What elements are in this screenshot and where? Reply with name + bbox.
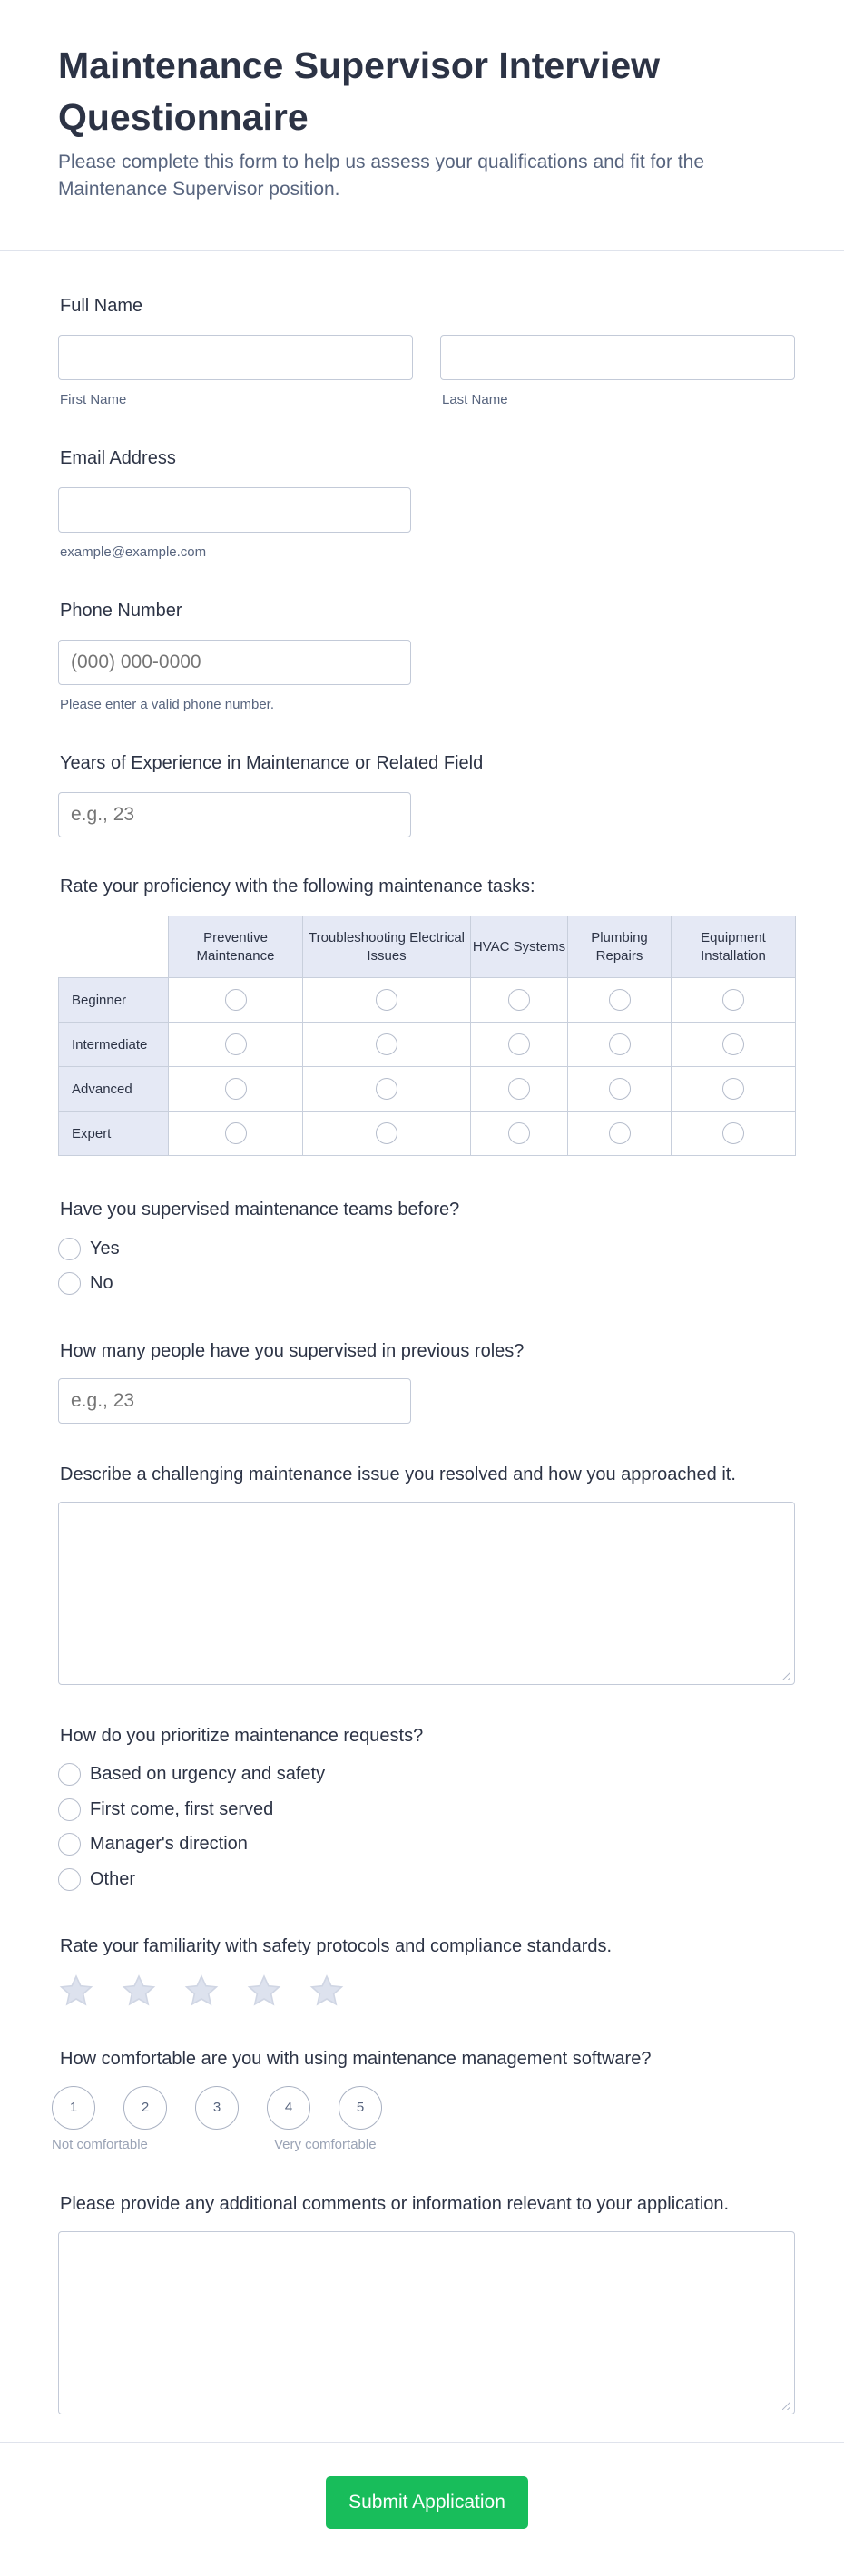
matrix-radio[interactable] [722,1078,744,1100]
experience-label: Years of Experience in Maintenance or Related Field [60,753,484,773]
matrix-radio[interactable] [376,989,397,1011]
comments-textarea[interactable] [58,2231,795,2414]
footer-divider [0,2442,844,2443]
matrix-col-header: Troubleshooting Electrical Issues [303,916,471,978]
star-icon[interactable] [57,1973,95,2009]
star-icon[interactable] [308,1973,346,2009]
prioritize-option-manager[interactable] [58,1833,248,1856]
form-subtitle: Please complete this form to help us assess your qualifications and fit for the Maintenance Supervisor position. [58,152,705,200]
matrix-col-header: Plumbing Repairs [568,916,672,978]
software-label: How comfortable are you with using maintenance management software? [60,2049,652,2069]
option-label: Manager's direction [90,1834,248,1854]
matrix-radio[interactable] [225,989,247,1011]
option-label: No [90,1273,113,1293]
radio-button[interactable] [58,1272,81,1295]
matrix-radio[interactable] [722,1122,744,1144]
phone-input[interactable] [58,640,411,685]
matrix-row [59,1112,796,1156]
matrix-radio[interactable] [376,1033,397,1055]
matrix-corner [59,916,169,978]
radio-button[interactable] [58,1833,81,1856]
matrix-row [59,1023,796,1067]
proficiency-matrix [58,916,796,1156]
matrix-col-header: Equipment Installation [672,916,796,978]
matrix-row-header: Beginner [59,978,169,1023]
header-divider [0,250,844,251]
prioritize-option-urgency[interactable] [58,1763,325,1786]
first-name-input[interactable] [58,335,413,380]
radio-button[interactable] [58,1868,81,1891]
resize-handle-icon[interactable] [782,2402,790,2410]
star-icon[interactable] [182,1973,221,2009]
submit-button[interactable]: Submit Application [326,2476,528,2529]
matrix-row-header: Intermediate [59,1023,169,1067]
safety-label: Rate your familiarity with safety protocols and compliance standards. [60,1936,613,1956]
matrix-row [59,1067,796,1112]
star-icon[interactable] [245,1973,283,2009]
prioritize-label: How do you prioritize maintenance requests? [60,1726,424,1746]
proficiency-label: Rate your proficiency with the following maintenance tasks: [60,877,535,896]
option-label: First come, first served [90,1799,274,1819]
option-label: Yes [90,1239,120,1259]
phone-label: Phone Number [60,601,182,621]
matrix-radio[interactable] [609,1033,631,1055]
prioritize-option-first-come[interactable] [58,1798,273,1821]
matrix-col-header: Preventive Maintenance [169,916,303,978]
prioritize-option-other[interactable] [58,1868,135,1891]
matrix-radio[interactable] [508,1122,530,1144]
matrix-radio[interactable] [376,1078,397,1100]
matrix-radio[interactable] [609,1122,631,1144]
matrix-radio[interactable] [225,1122,247,1144]
star-icon[interactable] [120,1973,158,2009]
matrix-row [59,978,796,1023]
comments-label: Please provide any additional comments or information relevant to your application. [60,2194,730,2214]
scale-option-4[interactable]: 4 [267,2086,310,2130]
team-size-input[interactable] [58,1378,411,1424]
option-label: Other [90,1869,136,1889]
matrix-radio[interactable] [225,1033,247,1055]
challenge-textarea[interactable] [58,1502,795,1685]
first-name-sublabel: First Name [60,392,127,407]
radio-button[interactable] [58,1798,81,1821]
scale-high-label: Very comfortable [274,2137,377,2152]
matrix-radio[interactable] [609,1078,631,1100]
matrix-col-header: HVAC Systems [471,916,568,978]
form-header [58,40,784,203]
scale-option-3[interactable]: 3 [195,2086,239,2130]
option-label: Based on urgency and safety [90,1764,326,1784]
phone-sublabel: Please enter a valid phone number. [60,697,274,712]
email-input[interactable] [58,487,411,533]
supervised-option-no[interactable] [58,1272,113,1295]
matrix-radio[interactable] [609,989,631,1011]
resize-handle-icon[interactable] [782,1672,790,1680]
form-title: Maintenance Supervisor Interview Questionnaire [58,44,661,138]
matrix-radio[interactable] [508,1078,530,1100]
last-name-input[interactable] [440,335,795,380]
matrix-radio[interactable] [722,1033,744,1055]
matrix-row-header: Expert [59,1112,169,1156]
matrix-radio[interactable] [722,989,744,1011]
scale-option-1[interactable]: 1 [52,2086,95,2130]
matrix-row-header: Advanced [59,1067,169,1112]
radio-button[interactable] [58,1238,81,1260]
radio-button[interactable] [58,1763,81,1786]
scale-option-5[interactable]: 5 [339,2086,382,2130]
challenge-label: Describe a challenging maintenance issue you resolved and how you approached it. [60,1464,736,1484]
email-label: Email Address [60,448,176,468]
last-name-sublabel: Last Name [442,392,508,407]
scale-low-label: Not comfortable [52,2137,148,2152]
matrix-radio[interactable] [225,1078,247,1100]
scale-option-2[interactable]: 2 [123,2086,167,2130]
full-name-label: Full Name [60,296,143,316]
matrix-radio[interactable] [376,1122,397,1144]
team-size-label: How many people have you supervised in previous roles? [60,1341,525,1361]
matrix-radio[interactable] [508,989,530,1011]
matrix-radio[interactable] [508,1033,530,1055]
email-sublabel: example@example.com [60,544,207,560]
supervised-option-yes[interactable] [58,1238,120,1260]
experience-input[interactable] [58,792,411,837]
supervised-label: Have you supervised maintenance teams before? [60,1200,460,1219]
